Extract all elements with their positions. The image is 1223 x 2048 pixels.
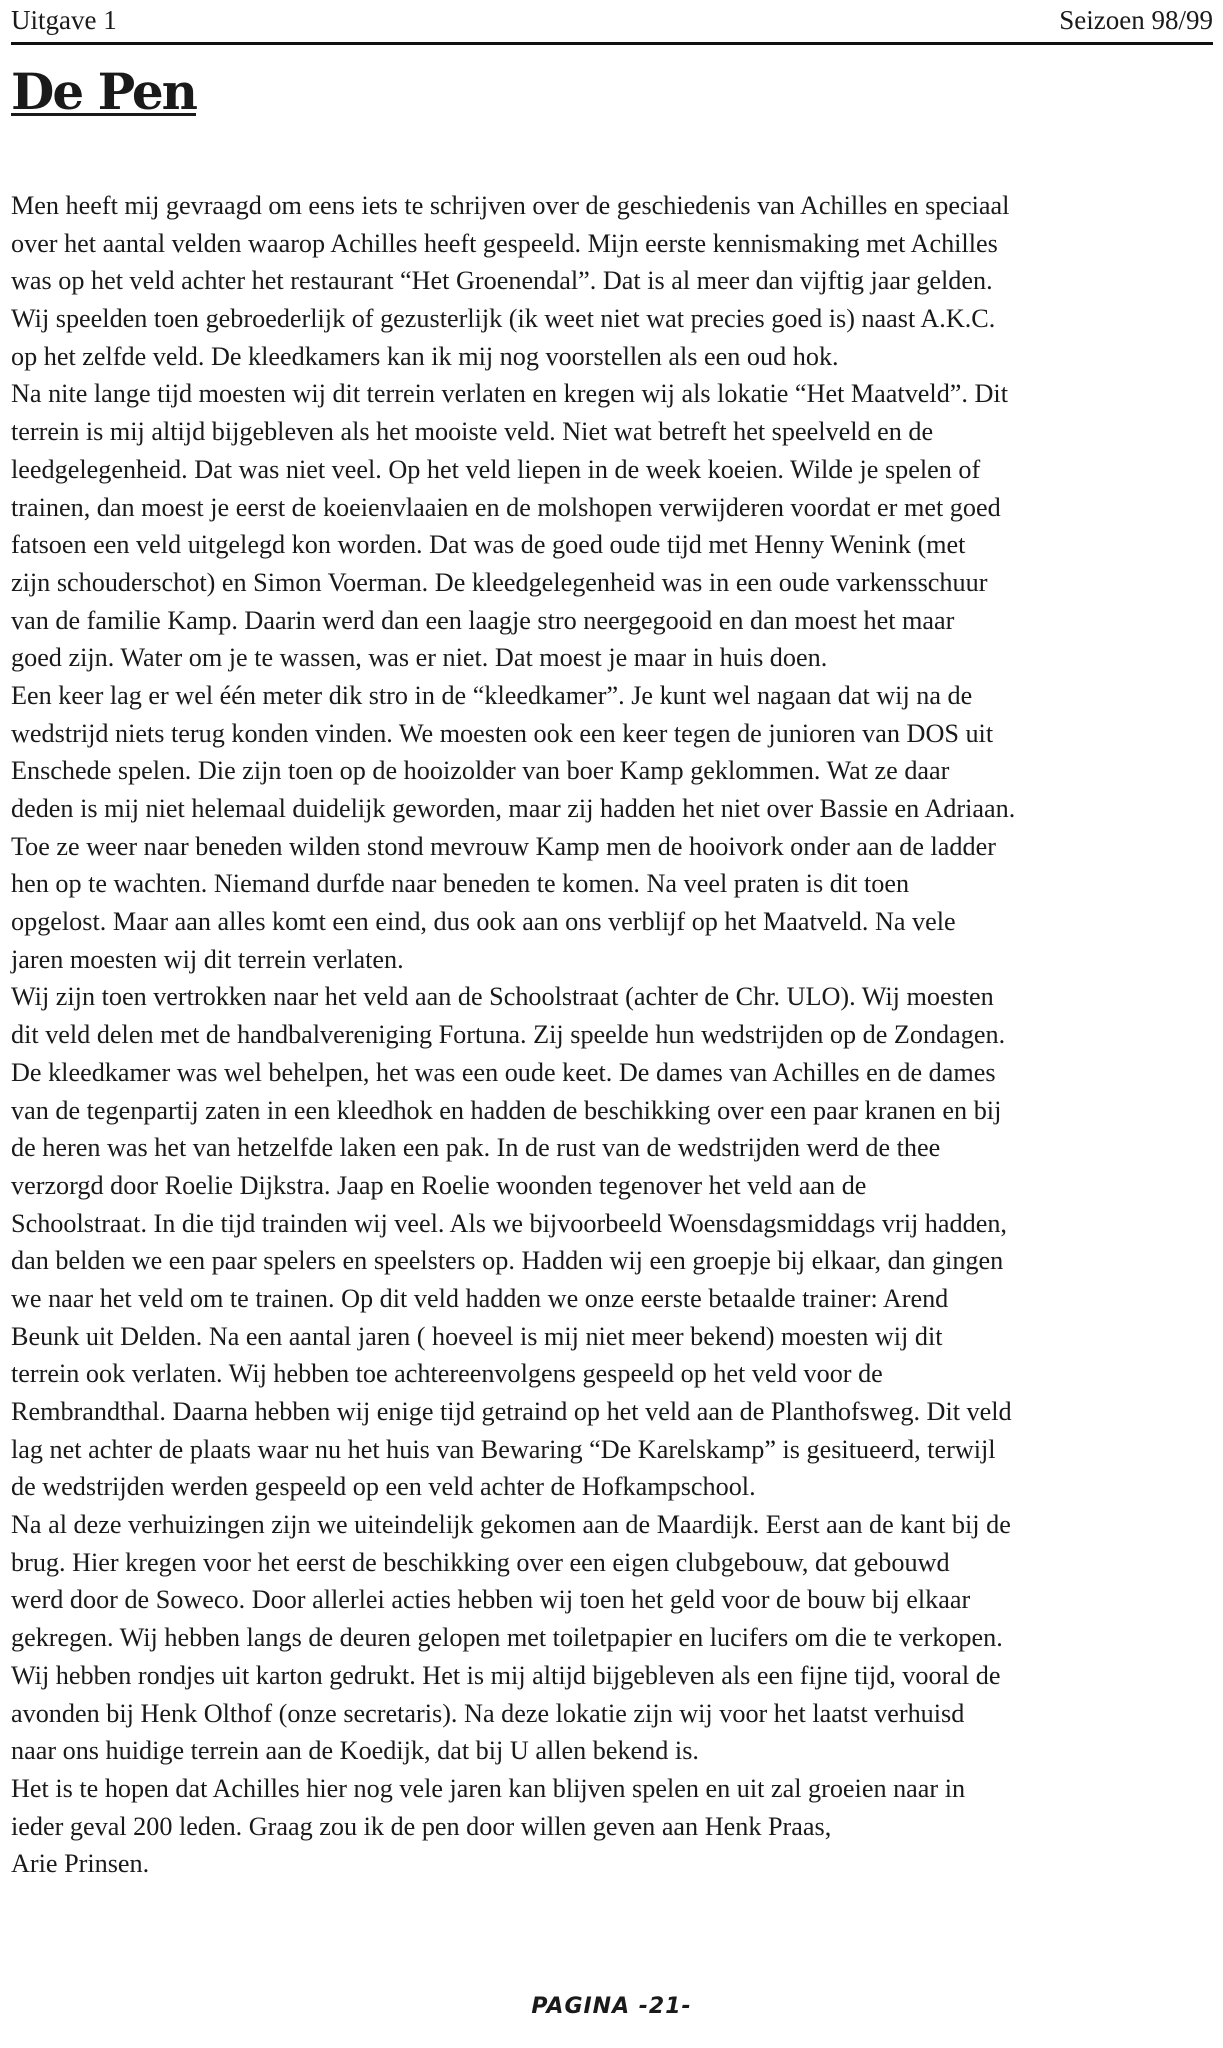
season-label: Seizoen 98/99 bbox=[1059, 5, 1213, 35]
text-line: op het zelfde veld. De kleedkamers kan ik mij nog voorstellen als een oud hok. bbox=[11, 341, 839, 371]
text-line: Na nite lange tijd moesten wij dit terrein verlaten en kregen wij als lokatie “Het Maatveld”. Dit bbox=[11, 379, 1008, 409]
text-line: hen op te wachten. Niemand durfde naar beneden te komen. Na veel praten is dit toen bbox=[11, 869, 910, 899]
text-line: Men heeft mij gevraagd om eens iets te schrijven over de geschiedenis van Achilles en speciaal bbox=[11, 191, 1010, 220]
issue-label: Uitgave 1 bbox=[11, 5, 117, 35]
text-line: ieder geval 200 leden. Graag zou ik de pen door willen geven aan Henk Praas, bbox=[11, 1811, 832, 1841]
text-line: over het aantal velden waarop Achilles heeft gespeeld. Mijn eerste kennismaking met Achilles bbox=[11, 228, 998, 258]
text-line: Schoolstraat. In die tijd trainden wij veel. Als we bijvoorbeeld Woensdagsmiddags vrij hadden, bbox=[11, 1208, 1007, 1238]
article-title: De Pen bbox=[11, 62, 196, 121]
text-line: Beunk uit Delden. Na een aantal jaren ( hoeveel is mij niet meer bekend) moesten wij dit bbox=[11, 1321, 943, 1351]
text-line: deden is mij niet helemaal duidelijk geworden, maar zij hadden het niet over Bassie en Adriaan. bbox=[11, 794, 1016, 823]
text-line: dan belden we een paar spelers en speelsters op. Hadden wij een groepje bij elkaar, dan gingen bbox=[11, 1246, 1004, 1276]
text-line: fatsoen een veld uitgelegd kon worden. Dat was de goed oude tijd met Henny Wenink (met bbox=[11, 530, 966, 560]
text-line: verzorgd door Roelie Dijkstra. Jaap en Roelie woonden tegenover het veld aan de bbox=[11, 1170, 867, 1200]
text-line: was op het veld achter het restaurant “Het Groenendal”. Dat is al meer dan vijftig jaar gelden. bbox=[11, 266, 993, 296]
text-line: gekregen. Wij hebben langs de deuren gelopen met toiletpapier en lucifers om die te verkopen. bbox=[11, 1623, 1003, 1653]
text-line: Enschede spelen. Die zijn toen op de hooizolder van boer Kamp geklommen. Wat ze daar bbox=[11, 756, 950, 786]
text-line: we naar het veld om te trainen. Op dit veld hadden we onze eerste betaalde trainer: Arend bbox=[11, 1283, 949, 1313]
text-line: Arie Prinsen. bbox=[11, 1849, 150, 1879]
text-line: dit veld delen met de handbalvereniging Fortuna. Zij speelde hun wedstrijden op de Zondagen. bbox=[11, 1020, 1006, 1050]
text-line: Een keer lag er wel één meter dik stro in de “kleedkamer”. Je kunt wel nagaan dat wij na de bbox=[11, 680, 973, 710]
page-header bbox=[11, 2, 1213, 45]
text-line: Het is te hopen dat Achilles hier nog vele jaren kan blijven spelen en uit zal groeien naar in bbox=[11, 1773, 966, 1803]
text-line: terrein is mij altijd bijgebleven als het mooiste veld. Niet wat betreft het speelveld en de bbox=[11, 417, 934, 447]
text-line: jaren moesten wij dit terrein verlaten. bbox=[11, 944, 404, 974]
text-line: Wij speelden toen gebroederlijk of gezusterlijk (ik weet niet wat precies goed is) naast A.K.C. bbox=[11, 304, 996, 334]
text-line: van de familie Kamp. Daarin werd dan een laagje stro neergegooid en dan moest het maar bbox=[11, 605, 955, 635]
text-line: de wedstrijden werden gespeeld op een veld achter de Hofkampschool. bbox=[11, 1472, 756, 1502]
text-line: Wij zijn toen vertrokken naar het veld aan de Schoolstraat (achter de Chr. ULO). Wij moesten bbox=[11, 982, 994, 1012]
text-line: van de tegenpartij zaten in een kleedhok en hadden de beschikking over een paar kranen en bij bbox=[11, 1095, 1002, 1125]
article-body bbox=[11, 187, 1216, 1883]
text-line: zijn schouderschot) en Simon Voerman. De kleedgelegenheid was in een oude varkensschuur bbox=[11, 567, 988, 597]
text-line: leedgelegenheid. Dat was niet veel. Op het veld liepen in de week koeien. Wilde je spelen of bbox=[11, 454, 981, 484]
text-line: Na al deze verhuizingen zijn we uiteindelijk gekomen aan de Maardijk. Eerst aan de kant bij de bbox=[11, 1510, 1011, 1540]
text-line: brug. Hier kregen voor het eerst de beschikking over een eigen clubgebouw, dat gebouwd bbox=[11, 1547, 950, 1577]
text-line: naar ons huidige terrein aan de Koedijk, dat bij U allen bekend is. bbox=[11, 1736, 699, 1766]
text-line: De kleedkamer was wel behelpen, het was een oude keet. De dames van Achilles en de dames bbox=[11, 1057, 996, 1087]
text-line: terrein ook verlaten. Wij hebben toe achtereenvolgens gespeeld op het veld voor de bbox=[11, 1359, 883, 1389]
text-line: opgelost. Maar aan alles komt een eind, dus ook aan ons verblijf op het Maatveld. Na vele bbox=[11, 907, 956, 937]
text-line: werd door de Soweco. Door allerlei acties hebben wij toen het geld voor de bouw bij elkaar bbox=[11, 1585, 971, 1615]
text-line: Toe ze weer naar beneden wilden stond mevrouw Kamp men de hooivork onder aan de ladder bbox=[11, 831, 996, 861]
page-number: PAGINA -21- bbox=[531, 1994, 692, 2019]
text-line: Wij hebben rondjes uit karton gedrukt. Het is mij altijd bijgebleven als een fijne tijd, vooral de bbox=[11, 1660, 1001, 1690]
text-line: avonden bij Henk Olthof (onze secretaris). Na deze lokatie zijn wij voor het laatst verhuisd bbox=[11, 1698, 965, 1728]
text-line: wedstrijd niets terug konden vinden. We moesten ook een keer tegen de junioren van DOS uit bbox=[11, 718, 994, 748]
text-line: de heren was het van hetzelfde laken een pak. In de rust van de wedstrijden werd de thee bbox=[11, 1133, 941, 1163]
text-line: trainen, dan moest je eerst de koeienvlaaien en de molshopen verwijderen voordat er met goed bbox=[11, 492, 1001, 522]
text-line: goed zijn. Water om je te wassen, was er niet. Dat moest je maar in huis doen. bbox=[11, 643, 828, 673]
text-line: lag net achter de plaats waar nu het huis van Bewaring “De Karelskamp” is gesitueerd, terwijl bbox=[11, 1434, 996, 1464]
text-line: Rembrandthal. Daarna hebben wij enige tijd getraind op het veld aan de Planthofsweg. Dit veld bbox=[11, 1397, 1012, 1426]
